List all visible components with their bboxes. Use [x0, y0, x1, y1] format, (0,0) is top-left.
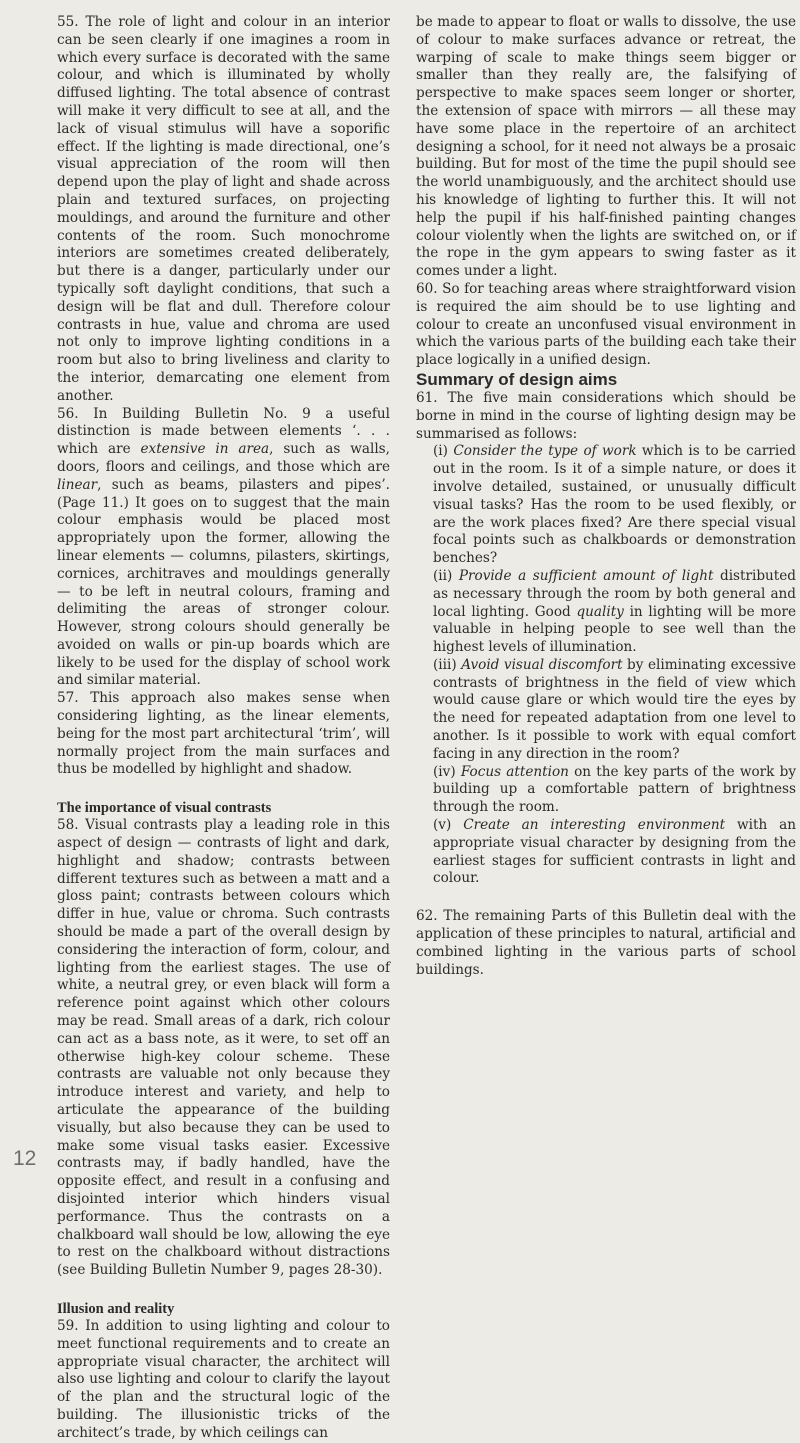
list-item-2-emphasis-quality: quality: [576, 603, 624, 620]
list-item-5-emphasis: Create an interesting environment: [463, 817, 726, 834]
list-item-2-middle: distributed as necessary through the room by both general and local lighting. Good: [433, 567, 797, 620]
paragraph-56-middle: , such as walls, doors, floors and ceilings, and those which are: [57, 441, 390, 475]
list-item-4-emphasis: Focus attention: [460, 763, 569, 780]
list-item-1-text: which is to be carried out in the room. Is it of a simple nature, or does it involve detailed, sustained, or unusually difficult visual tasks? Has the room to be used flexibly, or are the work places fixed? Are there special visual focal points such as chalkboards or demonstration benches?: [433, 443, 796, 567]
list-item-1-emphasis: Consider the type of work: [453, 443, 637, 460]
list-item-4: [416, 764, 796, 817]
paragraph-60: 60. So for teaching areas where straightforward vision is required the aim should be to use lighting and colour to create an unconfused visual environment in which the various parts of the building each take their place logically in a unified design.: [416, 280, 796, 369]
list-item-3: [416, 657, 796, 764]
heading-visual-contrasts: The importance of visual contrasts: [57, 800, 272, 817]
list-item-3-emphasis: Avoid visual discomfort: [461, 656, 623, 673]
right-column: [416, 14, 796, 979]
page-number: 12: [13, 1147, 37, 1170]
list-item-4-number: (iv): [433, 763, 461, 780]
paragraph-56-emphasis-extensive: extensive in area: [140, 441, 270, 458]
list-item-5-number: (v): [433, 817, 464, 834]
paragraph-56-end: , such as beams, pilasters and pipes’. (Page 11.) It goes on to suggest that the main colour emphasis would be placed most appropriately upon the former, allowing the linear elements — columns, pilasters, skirtings, cornices, architraves and mouldings generally — to be left in neutral colours, framing and delimiting the areas of stronger colour. However, strong colours should generally be avoided on walls or pin-up boards which are likely to be used for the display of school work and similar material.: [57, 476, 390, 689]
paragraph-58: 58. Visual contrasts play a leading role in this aspect of design — contrasts of light and dark, highlight and shadow; contrasts between different textures such as between a matt and a gloss paint; contrasts between colours which differ in hue, value or chroma. Such contrasts should be made a part of the overall design by considering the interaction of form, colour, and lighting from the earliest stages. The use of white, a neutral grey, or even black will form a reference point against which other colours may be read. Small areas of a dark, rich colour can act as a bass note, as it were, to set off an otherwise high-key colour scheme. These contrasts are valuable not only because they introduce interest and variety, and help to articulate the appearance of the building visually, but also because they can be used to make some visual tasks easier. Excessive contrasts may, if badly handled, have the opposite effect, and result in a confusing and disjointed interior which hinders visual performance. Thus the contrasts on a chalkboard wall should be low, allowing the eye to rest on the chalkboard without distractions (see Building Bulletin Number 9, pages 28-30).: [57, 817, 390, 1279]
paragraph-62: 62. The remaining Parts of this Bulletin deal with the application of these principles to natural, artificial and combined lighting in the various parts of school buildings.: [416, 908, 796, 978]
list-item-2: [416, 568, 796, 657]
list-item-2-text: in lighting will be more valuable in helping people to see well than the highest levels of illumination.: [433, 603, 797, 656]
paragraph-61: 61. The five main considerations which should be borne in mind in the course of lighting design may be summarised as follows:: [416, 389, 796, 442]
list-item-1-number: (i): [433, 443, 454, 460]
list-item-2-number: (ii): [433, 567, 459, 584]
paragraph-56-start: 56. In Building Bulletin No. 9 a useful distinction is made between elements ‘. . . which are: [57, 405, 390, 458]
list-item-5: [416, 817, 796, 888]
paragraph-56: [57, 406, 390, 691]
list-item-1: [416, 443, 796, 568]
heading-illusion-reality: Illusion and reality: [57, 1300, 175, 1317]
list-item-4-text: on the key parts of the work by building up a comfortable pattern of brightness through the room.: [433, 763, 796, 816]
paragraph-59-continued: be made to appear to float or walls to dissolve, the use of colour to make surfaces advance or retreat, the warping of scale to make things seem bigger or smaller than they really are, the falsifying of perspective to make spaces seem longer or shorter, the extension of space with mirrors — all these may have some place in the repertoire of an architect designing a school, for it need not always be a prosaic building. But for most of the time the pupil should see the world unambiguously, and the architect should use his knowledge of lighting to further this. It will not help the pupil if his half-finished painting changes colour violently when the lights are switched on, or if the rope in the gym appears to swing faster as it comes under a light.: [416, 14, 796, 280]
list-item-3-text: by eliminating excessive contrasts of brightness in the field of view which would cause glare or which would tire the eyes by the need for repeated adaptation from one level to another. Is it possible to work with equal comfort facing in any direction in the room?: [433, 656, 796, 762]
list-item-2-emphasis: Provide a sufficient amount of light: [458, 567, 714, 584]
paragraph-57: 57. This approach also makes sense when considering lighting, as the linear elements, being for the most part architectural ‘trim’, will normally project from the main surfaces and thus be modelled by highlight and shadow.: [57, 690, 390, 778]
left-column: [57, 14, 390, 1443]
list-item-3-number: (iii): [433, 656, 462, 673]
paragraph-55: 55. The role of light and colour in an interior can be seen clearly if one imagines a room in which every surface is decorated with the same colour, and which is illuminated by wholly diffused lighting. The total absence of contrast will make it very difficult to see at all, and the lack of visual stimulus will have a soporific effect. If the lighting is made directional, one’s visual appreciation of the room will then depend upon the play of light and shade across plain and textured surfaces, on projecting mouldings, and around the furniture and other contents of the room. Such monochrome interiors are sometimes created deliberately, but there is a danger, particularly under our typically soft daylight conditions, that such a design will be flat and dull. Therefore colour contrasts in hue, value and chroma are used not only to improve lighting conditions in a room but also to bring liveliness and clarity to the interior, demarcating one element from another.: [57, 14, 390, 404]
list-item-5-text: with an appropriate visual character by designing from the earliest stages for sufficient contrasts in light and colour.: [433, 817, 797, 887]
paragraph-56-emphasis-linear: linear: [57, 476, 98, 493]
paragraph-59: 59. In addition to using lighting and colour to meet functional requirements and to create an appropriate visual character, the architect will also use lighting and colour to clarify the layout of the plan and the structural logic of the building. The illusionistic tricks of the architect’s trade, by which ceilings can: [57, 1317, 390, 1441]
heading-summary-design-aims: Summary of design aims: [416, 369, 618, 389]
